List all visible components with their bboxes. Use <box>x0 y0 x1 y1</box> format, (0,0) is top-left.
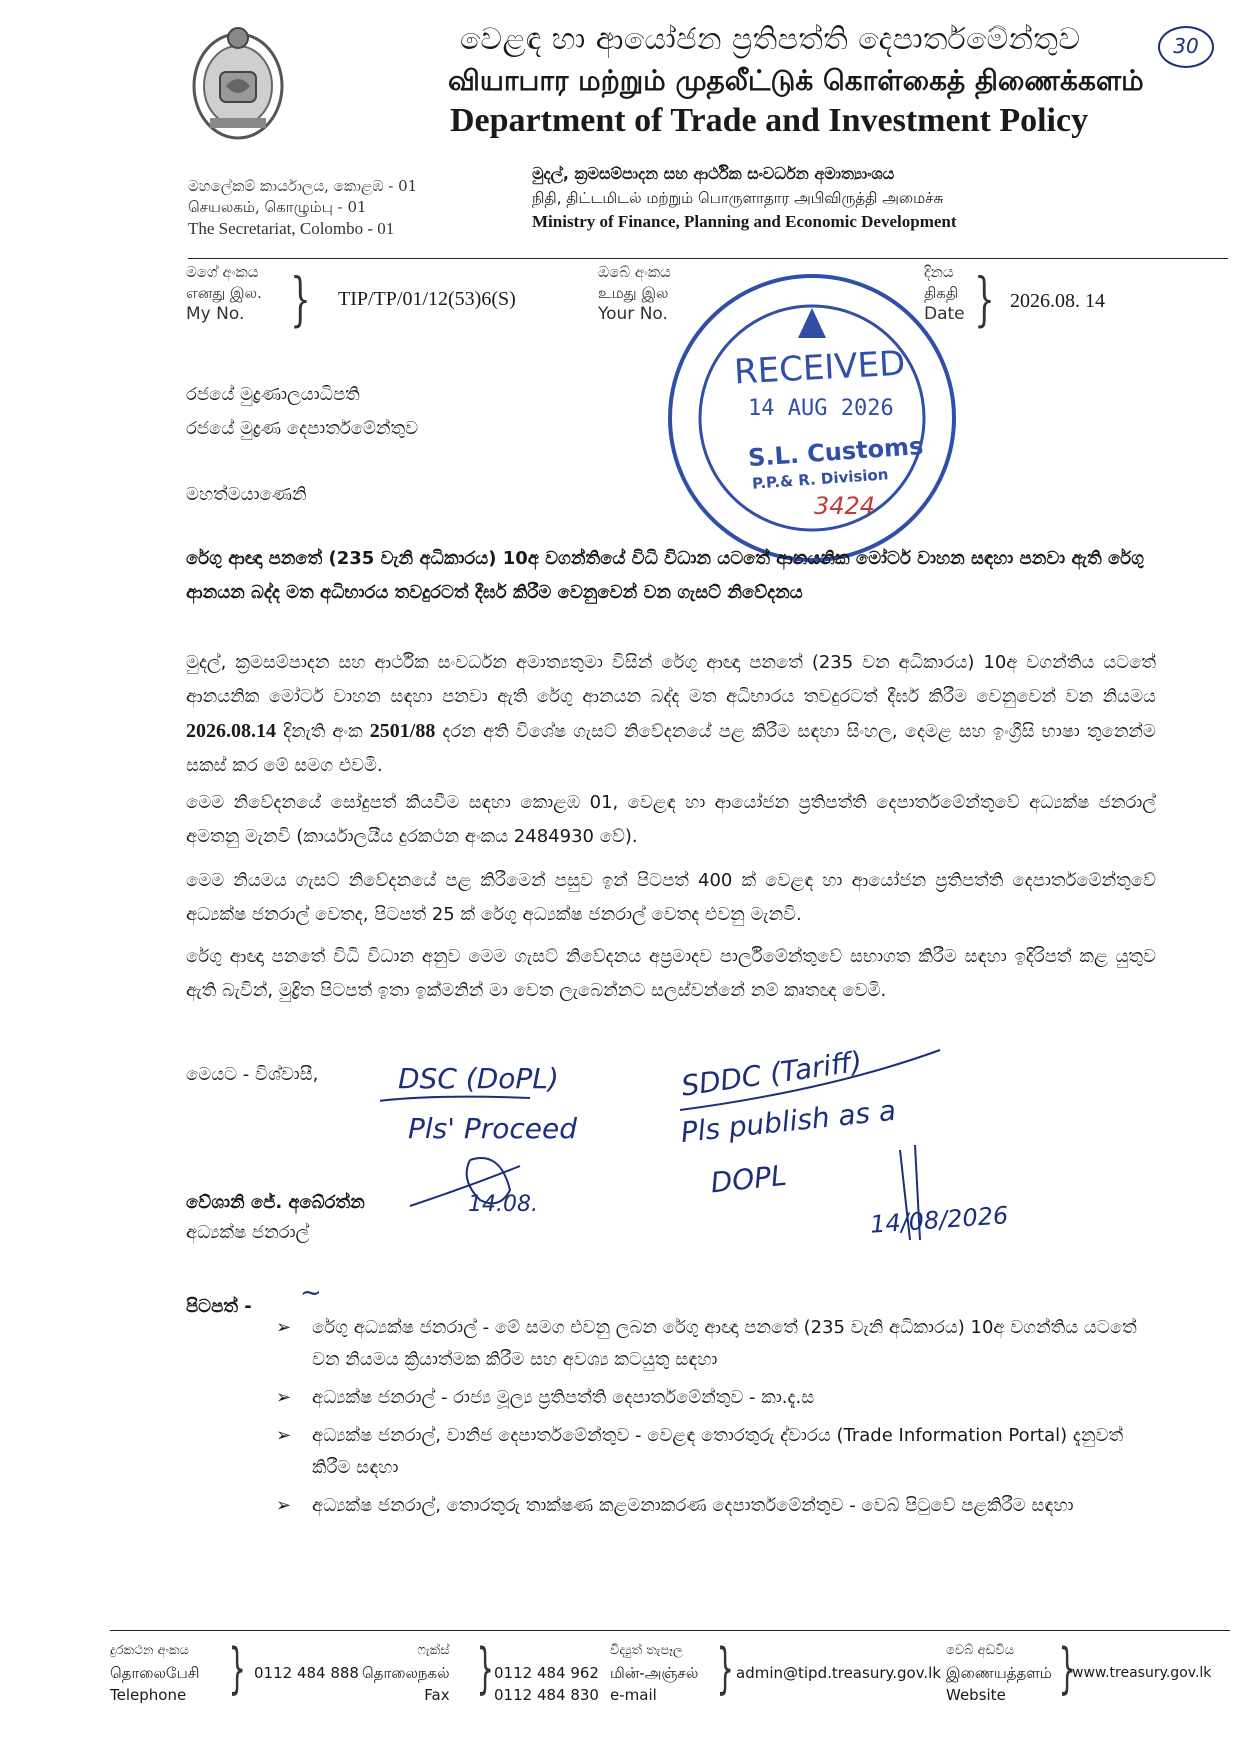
stamp-received: RECEIVED <box>733 343 907 393</box>
handwritten-initials: ~ <box>300 1278 322 1308</box>
footer-email-value[interactable]: admin@tipd.treasury.gov.lk <box>736 1664 942 1682</box>
closing: මෙයට - විශ්වාසී, <box>186 1064 319 1085</box>
ministry-block <box>532 162 957 234</box>
signatory <box>186 1188 365 1248</box>
date-value: 2026.08. 14 <box>1010 290 1105 312</box>
signatory-title: අධ්‍යක්ෂ ජනරාල් <box>186 1222 310 1243</box>
footer-fax-labels: ෆැක්ස් தொலைநகல் Fax <box>362 1643 450 1704</box>
brace: } <box>228 1637 246 1700</box>
footer-web-value[interactable]: www.treasury.gov.lk <box>1072 1665 1212 1681</box>
paragraph-1: මුදල්, ක්‍රමසම්පාදන සහ ආර්ථික සංවර්ධන අමාත්‍යතුමා විසින් රේගු ආඥා පනතේ (235 වන අධිකාරය) 10අ වගන්තිය යටතේ ආනයනික මෝටර් වාහන සඳහා පනවා ඇති රේගු ආනයන බද්ද මත අධිභාරය තවදුරටත් දීර්ඝ කිරීම වෙනුවෙන් වන නියමය 2026.08.14 දිනැති අංක 2501/88 දරන අති විශේෂ ගැසට් නිවේදනයේ පළ කිරීම සඳහා සිංහල, දෙමළ සහ ඉංග්‍රීසි භාෂා තුනෙන්ම සකස් කර මේ සමග එවමි. <box>186 652 1156 776</box>
my-no-value: TIP/TP/01/12(53)6(S) <box>338 288 516 310</box>
brace: } <box>716 1637 734 1700</box>
handwritten-note-2: SDDC (Tariff) Pls publish as a DOPL 14/08/2026 <box>679 1044 1010 1239</box>
stamp-date: 14 AUG 2026 <box>748 396 894 421</box>
stamp-division: P.P.& R. Division <box>751 465 889 493</box>
paragraph-2: මෙම නිවේදනයේ සෝදුපත් කියවීම සඳහා කොළඹ 01, වෙළඳ හා ආයෝජන ප්‍රතිපත්ති දෙපාර්තමේන්තුවේ අධ්‍යක්ෂ ජනරාල් අමතනු මැනවි (කාර්යාලයීය දුරකථන අංකය 2484930 වේ). <box>186 792 1156 847</box>
sri-lanka-emblem <box>186 22 290 144</box>
ministry-en: Ministry of Finance, Planning and Economic Development <box>532 212 957 231</box>
brace: } <box>974 265 995 333</box>
footer-fax-values: 0112 484 962 0112 484 830 <box>494 1664 599 1704</box>
department-name-tamil: வியாபார மற்றும் முதலீட்டுக் கொள்கைத் திணைக்களம் <box>448 64 1144 97</box>
footer-email-labels: විද්‍යුත් තැපෑල மின்-அஞ்சல் e-mail <box>610 1643 699 1704</box>
addressee <box>186 378 418 446</box>
list-item: ➢ අධ්‍යක්ෂ ජනරාල්, වානිජ දෙපාර්තමේන්තුව - වෙළඳ තොරතුරු ද්වාරය (Trade Information Portal) දැනුවත් කිරීම සඳහා <box>276 1420 1156 1484</box>
department-name-sinhala: වෙළඳ හා ආයෝජන ප්‍රතිපත්ති දෙපාර්තමේන්තුව <box>460 22 1081 57</box>
page-number: 30 <box>1158 26 1214 68</box>
subject-heading: රේගු ආඥා පනතේ (235 වැනි අධිකාරය) 10අ වගන්තියේ විධි විධාන යටතේ ආනයනික මෝටර් වාහන සඳහා පනවා ඇති රේගු ආනයන බද්ද මත අධිභාරය තවදුරටත් දීර්ඝ කිරීම වෙනුවෙන් වන ගැසට් නිවේදනය <box>186 548 1144 603</box>
salutation: මහත්මයාණෙනි <box>186 484 307 505</box>
secretariat-ta: செயலகம், கொழும்பு - 01 <box>188 198 367 216</box>
stamp-office: S.L. Customs <box>747 431 925 473</box>
gazette-number: 2501/88 <box>369 720 436 742</box>
list-item: ➢ අධ්‍යක්ෂ ජනරාල් - රාජ්‍ය මූල්‍ය ප්‍රතිපත්ති දෙපාර්තමේන්තුව - කා.දැ.ස <box>276 1382 1156 1414</box>
department-name-english: Department of Trade and Investment Policy <box>450 102 1089 139</box>
brace: } <box>476 1637 494 1700</box>
paragraph-3: මෙම නියමය ගැසට් නිවේදනයේ පළ කිරීමෙන් පසුව ඉන් පිටපත් 400 ක් වෙළඳ හා ආයෝජන ප්‍රතිපත්ති දෙපාර්තමේන්තුවේ අධ්‍යක්ෂ ජනරාල් වෙතද, පිටපත් 25 ක් රේගු අධ්‍යක්ෂ ජනරාල් වෙතද එවනු මැනවි. <box>186 870 1156 925</box>
footer-tel-labels: දුරකථන අංකය தொலைபேசி Telephone <box>110 1643 200 1704</box>
secretariat-address <box>188 176 417 239</box>
brace: } <box>290 265 311 333</box>
addressee-line1: රජයේ මුද්‍රණාලයාධිපති <box>186 384 360 405</box>
footer-divider <box>110 1630 1230 1631</box>
gazette-date: 2026.08.14 <box>186 720 276 742</box>
copies-list <box>276 1312 1156 1528</box>
addressee-line2: රජයේ මුද්‍රණ දෙපාර්තමේන්තුව <box>186 418 419 439</box>
footer-web-labels: වෙබ් අඩවිය இணையத்தளம் Website <box>946 1643 1052 1704</box>
copies-label: පිටපත් - <box>186 1296 252 1317</box>
stamp-number: 3424 <box>814 492 876 520</box>
brace: } <box>1058 1637 1076 1700</box>
list-item: ➢ අධ්‍යක්ෂ ජනරාල්, තොරතුරු තාක්ෂණ කළමනාකරණ දෙපාර්තමේන්තුව - වෙබ් පිටුවේ පළකිරීම සඳහා <box>276 1490 1156 1522</box>
date-labels: දිනය திகதி Date <box>924 263 965 324</box>
handwritten-note-1: DSC (DoPL) Pls' Proceed 14.08. <box>398 1062 577 1217</box>
my-no-labels: මගේ අංකය எனது இல. My No. <box>186 263 262 324</box>
ministry-ta: நிதி, திட்டமிடல் மற்றும் பொருளாதார அபிவிருத்தி அமைச்சு <box>532 189 944 207</box>
signatory-name: වේශානි ජේ. අබේරත්න <box>186 1192 365 1213</box>
footer-tel-value: 0112 484 888 <box>254 1664 359 1682</box>
secretariat-si: මහලේකම් කාර්යාලය, කොළඹ - 01 <box>188 177 418 195</box>
your-no-labels: ඔබේ අංකය உமது இல Your No. <box>598 263 671 324</box>
secretariat-en: The Secretariat, Colombo - 01 <box>188 219 395 238</box>
header-divider <box>188 258 1228 259</box>
list-item: ➢ රේගු අධ්‍යක්ෂ ජනරාල් - මේ සමග එවනු ලබන රේගු ආඥා පනතේ (235 වැනි අධිකාරය) 10අ වගන්තිය යටතේ වන නියමය ක්‍රියාත්මක කිරීම සහ අවශ්‍ය කටයුතු සඳහා <box>276 1312 1156 1376</box>
received-stamp <box>662 268 962 568</box>
ministry-si: මුදල්, ක්‍රමසම්පාදන සහ ආර්ථික සංවර්ධන අමාත්‍යාංශය <box>532 164 895 183</box>
paragraph-4: රේගු ආඥා පනතේ විධි විධාන අනුව මෙම ගැසට් නිවේදනය අප්‍රමාදව පාර්ලිමේන්තුවේ සභාගත කිරීම සඳහා ඉදිරිපත් කළ යුතුව ඇති බැවින්, මුද්‍රිත පිටපත් ඉතා ඉක්මනින් මා වෙත ලැබෙන්නට සලස්වන්නේ නම් කෘතඥ වෙමි. <box>186 946 1156 1001</box>
